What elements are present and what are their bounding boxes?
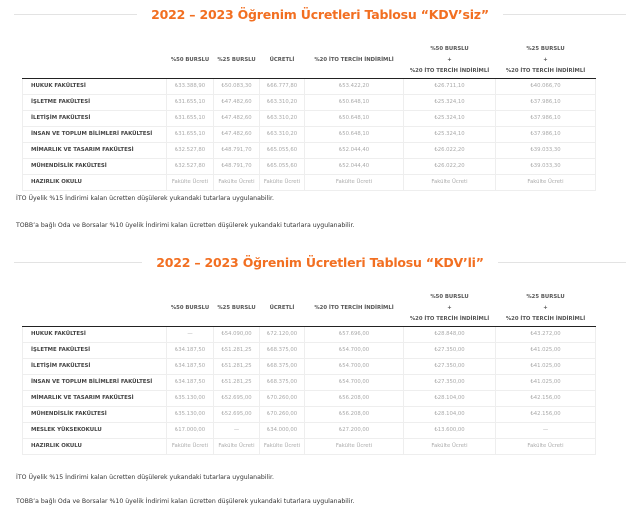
fee-cell: ₺52.044,40 bbox=[305, 142, 404, 158]
fee-cell: ₺72.120,00 bbox=[260, 326, 305, 342]
fee-cell: Fakülte Ücreti bbox=[260, 174, 305, 190]
fee-cell: Fakülte Ücreti bbox=[214, 174, 260, 190]
fee-cell: ₺51.281,25 bbox=[214, 374, 260, 390]
table-header-row bbox=[23, 292, 596, 326]
row-label: MÜHENDİSLİK FAKÜLTESİ bbox=[23, 158, 167, 174]
fee-cell: ₺28.104,00 bbox=[404, 390, 496, 406]
fee-cell: ₺27.350,00 bbox=[404, 374, 496, 390]
fee-cell: ₺28.848,00 bbox=[404, 326, 496, 342]
fee-cell: ₺31.655,10 bbox=[167, 110, 214, 126]
table-row bbox=[23, 142, 596, 158]
header-20-ito: %20 İTO TERCİH İNDİRİMLİ bbox=[305, 43, 404, 78]
fee-cell: ₺42.156,00 bbox=[496, 390, 596, 406]
fee-cell: ₺54.700,00 bbox=[305, 374, 404, 390]
fee-cell: ₺68.375,00 bbox=[260, 374, 305, 390]
table-row bbox=[23, 126, 596, 142]
fee-cell: ₺50.083,30 bbox=[214, 78, 260, 94]
fee-cell: ₺31.655,10 bbox=[167, 94, 214, 110]
fee-cell: ₺65.055,60 bbox=[260, 142, 305, 158]
fee-cell: ₺56.208,00 bbox=[305, 390, 404, 406]
fee-cell: ₺68.375,00 bbox=[260, 358, 305, 374]
fee-cell: ₺47.482,60 bbox=[214, 126, 260, 142]
fees-table-kdvsiz bbox=[22, 43, 596, 191]
fee-cell: ₺28.104,00 bbox=[404, 406, 496, 422]
fee-cell: ₺37.986,10 bbox=[496, 94, 596, 110]
fee-cell: ₺25.324,10 bbox=[404, 94, 496, 110]
header-25-burslu: %25 BURSLU bbox=[214, 292, 260, 326]
row-label: MÜHENDİSLİK FAKÜLTESİ bbox=[23, 406, 167, 422]
fee-cell: ₺54.090,00 bbox=[214, 326, 260, 342]
fee-cell: ₺63.310,20 bbox=[260, 94, 305, 110]
section-title-kdvli bbox=[0, 252, 640, 272]
row-label: İNSAN VE TOPLUM BİLİMLERİ FAKÜLTESİ bbox=[23, 374, 167, 390]
header-empty bbox=[23, 43, 167, 78]
table-row bbox=[23, 374, 596, 390]
fee-cell: ₺41.025,00 bbox=[496, 374, 596, 390]
table-row bbox=[23, 390, 596, 406]
note-tobb: TOBB’a bağlı Oda ve Borsalar %10 üyelik İndirimi kalan ücretten düşülerek yukandaki tutarlara uygulanabilir. bbox=[16, 222, 355, 229]
table2-title: 2022 – 2023 Öğrenim Ücretleri Tablosu “KDV’li” bbox=[156, 254, 484, 270]
fee-cell: ₺39.033,30 bbox=[496, 158, 596, 174]
note-ito: İTO Üyelik %15 İndirimi kalan ücretten düşülerek yukandaki tutarlara uygulanabilir. bbox=[16, 474, 274, 481]
table-row bbox=[23, 422, 596, 438]
fee-cell: ₺34.000,00 bbox=[260, 422, 305, 438]
header-25-burslu: %25 BURSLU bbox=[214, 43, 260, 78]
fee-cell: ₺41.025,00 bbox=[496, 342, 596, 358]
fee-cell: ₺70.260,00 bbox=[260, 406, 305, 422]
fee-cell: ₺40.066,70 bbox=[496, 78, 596, 94]
fee-cell: ₺63.310,20 bbox=[260, 126, 305, 142]
fee-cell: ₺47.482,60 bbox=[214, 94, 260, 110]
table-row bbox=[23, 174, 596, 190]
fee-cell: ₺26.022,20 bbox=[404, 142, 496, 158]
fee-cell: ₺34.187,50 bbox=[167, 358, 214, 374]
row-label: İLETİŞİM FAKÜLTESİ bbox=[23, 110, 167, 126]
table-row bbox=[23, 94, 596, 110]
header-ucretli: ÜCRETLİ bbox=[260, 292, 305, 326]
fee-cell: ₺54.700,00 bbox=[305, 358, 404, 374]
header-50-plus-20: %50 BURSLU + %20 İTO TERCİH İNDİRİMLİ bbox=[404, 43, 496, 78]
fee-cell: Fakülte Ücreti bbox=[167, 174, 214, 190]
fee-cell: ₺39.033,30 bbox=[496, 142, 596, 158]
fee-cell: ₺33.388,90 bbox=[167, 78, 214, 94]
fee-cell: ₺31.655,10 bbox=[167, 126, 214, 142]
fee-cell: ₺47.482,60 bbox=[214, 110, 260, 126]
fee-cell: ₺27.350,00 bbox=[404, 358, 496, 374]
row-label: MİMARLIK VE TASARIM FAKÜLTESİ bbox=[23, 142, 167, 158]
header-empty bbox=[23, 292, 167, 326]
fee-cell: ₺48.791,70 bbox=[214, 158, 260, 174]
fee-cell: Fakülte Ücreti bbox=[305, 174, 404, 190]
fee-cell: ₺35.130,00 bbox=[167, 390, 214, 406]
fee-cell: ₺66.777,80 bbox=[260, 78, 305, 94]
fee-cell: ₺57.696,00 bbox=[305, 326, 404, 342]
header-50-burslu: %50 BURSLU bbox=[167, 292, 214, 326]
row-label: MESLEK YÜKSEKOKULU bbox=[23, 422, 167, 438]
fee-cell: ₺51.281,25 bbox=[214, 358, 260, 374]
table-row bbox=[23, 438, 596, 454]
fee-cell: — bbox=[167, 326, 214, 342]
fee-cell: ₺50.648,10 bbox=[305, 126, 404, 142]
fee-cell: Fakülte Ücreti bbox=[167, 438, 214, 454]
table-row bbox=[23, 358, 596, 374]
fee-cell: ₺26.711,10 bbox=[404, 78, 496, 94]
fee-cell: ₺68.375,00 bbox=[260, 342, 305, 358]
fee-cell: ₺51.281,25 bbox=[214, 342, 260, 358]
row-label: MİMARLIK VE TASARIM FAKÜLTESİ bbox=[23, 390, 167, 406]
row-label: İLETİŞİM FAKÜLTESİ bbox=[23, 358, 167, 374]
fee-cell: Fakülte Ücreti bbox=[496, 174, 596, 190]
fee-cell: ₺27.200,00 bbox=[305, 422, 404, 438]
fee-cell: — bbox=[496, 422, 596, 438]
divider bbox=[503, 14, 626, 15]
fee-cell: ₺13.600,00 bbox=[404, 422, 496, 438]
fee-cell: ₺43.272,00 bbox=[496, 326, 596, 342]
table-row bbox=[23, 78, 596, 94]
divider bbox=[14, 14, 137, 15]
header-25-plus-20: %25 BURSLU + %20 İTO TERCİH İNDİRİMLİ bbox=[496, 43, 596, 78]
table-header-row bbox=[23, 43, 596, 78]
fee-cell: Fakülte Ücreti bbox=[404, 174, 496, 190]
divider bbox=[498, 262, 626, 263]
table-row bbox=[23, 158, 596, 174]
header-50-plus-20: %50 BURSLU + %20 İTO TERCİH İNDİRİMLİ bbox=[404, 292, 496, 326]
fee-cell: ₺65.055,60 bbox=[260, 158, 305, 174]
fee-cell: Fakülte Ücreti bbox=[305, 438, 404, 454]
fee-cell: ₺50.648,10 bbox=[305, 110, 404, 126]
fee-cell: ₺34.187,50 bbox=[167, 374, 214, 390]
fee-cell: — bbox=[214, 422, 260, 438]
row-label: HAZIRLIK OKULU bbox=[23, 438, 167, 454]
fee-cell: ₺32.527,80 bbox=[167, 158, 214, 174]
fee-cell: ₺54.700,00 bbox=[305, 342, 404, 358]
note-tobb: TOBB’a bağlı Oda ve Borsalar %10 üyelik İndirimi kalan ücretten düşülerek yukandaki tutarlara uygulanabilir. bbox=[16, 498, 355, 505]
fee-cell: ₺35.130,00 bbox=[167, 406, 214, 422]
fee-cell: ₺52.044,40 bbox=[305, 158, 404, 174]
fee-cell: ₺25.324,10 bbox=[404, 126, 496, 142]
fee-cell: ₺27.350,00 bbox=[404, 342, 496, 358]
table-row bbox=[23, 406, 596, 422]
fee-cell: ₺52.695,00 bbox=[214, 406, 260, 422]
fees-table-kdvli bbox=[22, 292, 596, 455]
row-label: HAZIRLIK OKULU bbox=[23, 174, 167, 190]
row-label: İNSAN VE TOPLUM BİLİMLERİ FAKÜLTESİ bbox=[23, 126, 167, 142]
fee-cell: Fakülte Ücreti bbox=[260, 438, 305, 454]
fee-cell: ₺37.986,10 bbox=[496, 126, 596, 142]
header-25-plus-20: %25 BURSLU + %20 İTO TERCİH İNDİRİMLİ bbox=[496, 292, 596, 326]
fee-cell: ₺48.791,70 bbox=[214, 142, 260, 158]
fee-cell: ₺63.310,20 bbox=[260, 110, 305, 126]
header-ucretli: ÜCRETLİ bbox=[260, 43, 305, 78]
divider bbox=[14, 262, 142, 263]
header-50-burslu: %50 BURSLU bbox=[167, 43, 214, 78]
fee-cell: ₺53.422,20 bbox=[305, 78, 404, 94]
table1-title: 2022 – 2023 Öğrenim Ücretleri Tablosu “KDV’siz” bbox=[151, 6, 489, 22]
fee-cell: ₺42.156,00 bbox=[496, 406, 596, 422]
table-row bbox=[23, 342, 596, 358]
fee-cell: ₺17.000,00 bbox=[167, 422, 214, 438]
fee-cell: Fakülte Ücreti bbox=[496, 438, 596, 454]
row-label: İŞLETME FAKÜLTESİ bbox=[23, 342, 167, 358]
fee-cell: ₺26.022,20 bbox=[404, 158, 496, 174]
fee-cell: ₺41.025,00 bbox=[496, 358, 596, 374]
section-title-kdvsiz bbox=[0, 4, 640, 24]
fee-cell: ₺52.695,00 bbox=[214, 390, 260, 406]
table-row bbox=[23, 110, 596, 126]
fee-cell: ₺70.260,00 bbox=[260, 390, 305, 406]
row-label: HUKUK FAKÜLTESİ bbox=[23, 78, 167, 94]
row-label: HUKUK FAKÜLTESİ bbox=[23, 326, 167, 342]
fee-cell: ₺32.527,80 bbox=[167, 142, 214, 158]
fee-cell: ₺37.986,10 bbox=[496, 110, 596, 126]
row-label: İŞLETME FAKÜLTESİ bbox=[23, 94, 167, 110]
table-row bbox=[23, 326, 596, 342]
fee-cell: ₺50.648,10 bbox=[305, 94, 404, 110]
fee-cell: ₺56.208,00 bbox=[305, 406, 404, 422]
fee-cell: Fakülte Ücreti bbox=[404, 438, 496, 454]
header-20-ito: %20 İTO TERCİH İNDİRİMLİ bbox=[305, 292, 404, 326]
fee-cell: ₺34.187,50 bbox=[167, 342, 214, 358]
fee-cell: Fakülte Ücreti bbox=[214, 438, 260, 454]
note-ito: İTO Üyelik %15 İndirimi kalan ücretten düşülerek yukandaki tutarlara uygulanabilir. bbox=[16, 195, 274, 202]
fee-cell: ₺25.324,10 bbox=[404, 110, 496, 126]
